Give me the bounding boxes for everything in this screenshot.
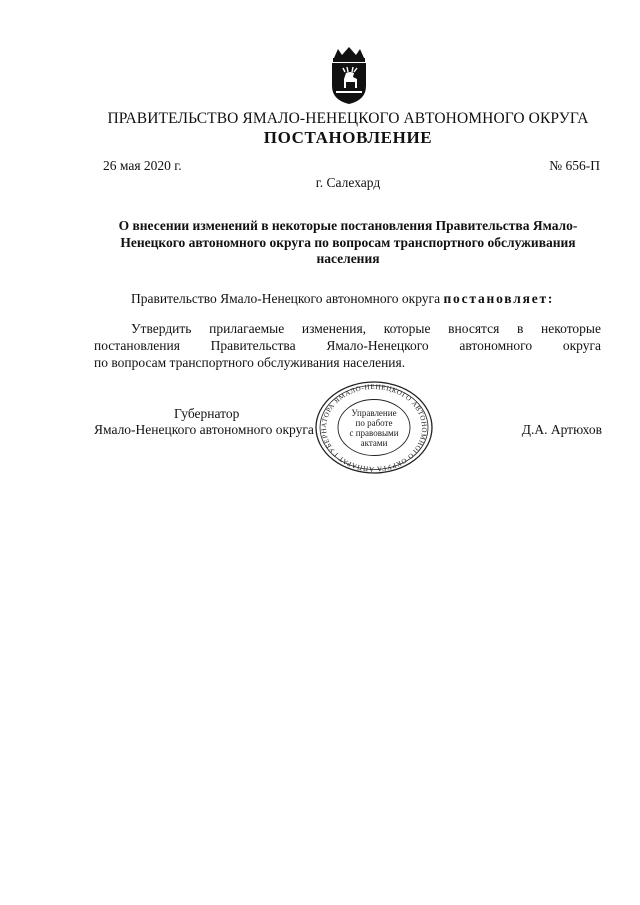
document-date: 26 мая 2020 г. (103, 158, 182, 173)
document-body (94, 320, 601, 371)
document-number: № 656-П (549, 158, 600, 173)
body-paragraph-end: по вопросам транспортного обслуживания населения. (94, 355, 406, 370)
coat-of-arms-deer-icon (324, 46, 374, 106)
decree-statement (131, 291, 554, 307)
stamp-ring-text: АППАРАТ ГУБЕРНАТОРА ЯМАЛО-НЕНЕЦКОГО АВТОНОМНОГО ОКРУГА (319, 382, 429, 474)
stamp-line: по работе (355, 418, 393, 428)
government-name: ПРАВИТЕЛЬСТВО ЯМАЛО-НЕНЕЦКОГО АВТОНОМНОГО ОКРУГА (107, 110, 589, 127)
document-type-title: ПОСТАНОВЛЕНИЕ (263, 128, 433, 147)
stamp-center-text (336, 408, 412, 448)
stamp-line: Управление (351, 408, 397, 418)
stamp-line: актами (360, 438, 388, 448)
signatory-post-region: Ямало-Ненецкого автономного округа (94, 422, 314, 437)
document-city: г. Салехард (315, 175, 381, 190)
stamp-line: с правовыми (349, 428, 399, 438)
signatory-name: Д.А. Артюхов (521, 422, 602, 437)
signatory-post-title: Губернатор (174, 406, 240, 421)
body-paragraph: Утвердить прилагаемые изменения, которые вносятся в некоторые постановления Правительства Ямало-Ненецкого автономного округа (94, 321, 601, 353)
decree-lead: Правительство Ямало-Ненецкого автономного округа (131, 291, 444, 306)
document-subject: О внесении изменений в некоторые постановления Правительства Ямало-Ненецкого автономного округа по вопросам транспортного обслуживания населения (118, 218, 578, 266)
decree-verb: постановляет: (443, 291, 555, 306)
